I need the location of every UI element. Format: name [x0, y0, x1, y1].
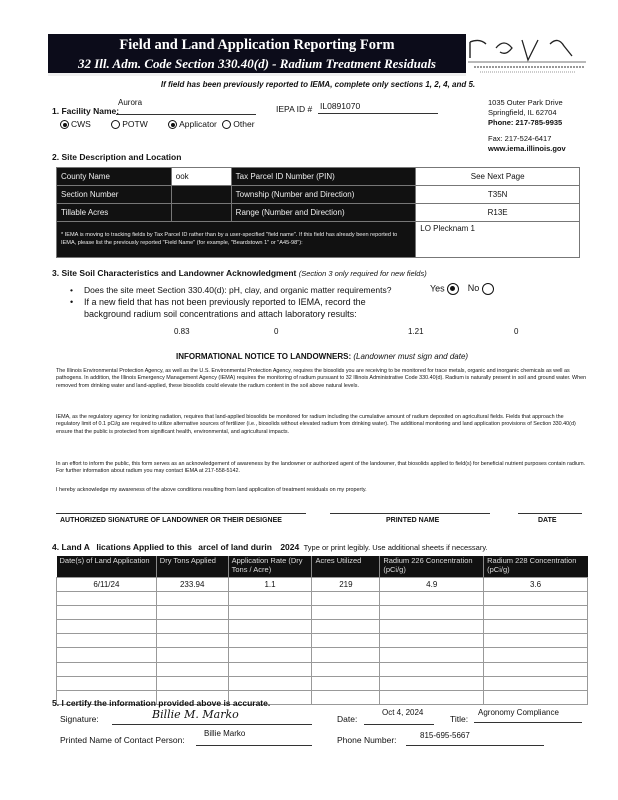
cell-ra226[interactable] — [380, 634, 484, 648]
radio-no[interactable] — [482, 283, 494, 295]
section4-label-a: 4. Land A — [52, 542, 90, 552]
iepa-id-value[interactable]: IL0891070 — [320, 101, 361, 111]
agency-website[interactable]: www.iema.illinois.gov — [488, 144, 566, 153]
county-label: County Name — [57, 168, 172, 186]
option-applicator-label: Applicator — [179, 119, 217, 129]
cell-rate[interactable] — [228, 676, 312, 690]
cell-acres[interactable] — [312, 691, 380, 705]
cell-dry-tons[interactable] — [156, 634, 228, 648]
no-label: No — [467, 283, 480, 294]
cell-ra226[interactable] — [380, 648, 484, 662]
range-value[interactable]: R13E — [416, 204, 580, 222]
cell-acres[interactable] — [312, 662, 380, 676]
tillable-acres-label: Tillable Acres — [57, 204, 172, 222]
informational-notice-heading — [176, 352, 468, 361]
cell-dry-tons[interactable] — [156, 620, 228, 634]
phone-value[interactable]: 815-695-5667 — [420, 731, 470, 740]
cell-acres[interactable] — [312, 620, 380, 634]
cell-rate[interactable] — [228, 648, 312, 662]
cell-rate[interactable] — [228, 634, 312, 648]
cell-dry-tons[interactable]: 233.94 — [156, 577, 228, 591]
landowner-signature-line[interactable] — [56, 513, 306, 514]
cell-ra226[interactable] — [380, 591, 484, 605]
section4-label-c: arcel of land durin — [198, 542, 272, 552]
cell-date[interactable] — [57, 591, 157, 605]
phone-line — [406, 745, 544, 746]
iepa-id-line — [318, 113, 438, 114]
radio-other[interactable] — [222, 120, 231, 129]
cell-ra228[interactable] — [484, 605, 588, 619]
contact-signature-line — [112, 724, 312, 725]
date-label: DATE — [538, 517, 557, 524]
phone-label: Phone Number: — [337, 735, 397, 745]
county-value[interactable]: ook — [171, 168, 231, 186]
printed-name-label: PRINTED NAME — [386, 517, 440, 524]
cell-ra226[interactable] — [380, 662, 484, 676]
cell-ra228[interactable] — [484, 591, 588, 605]
cell-dry-tons[interactable] — [156, 662, 228, 676]
section2-label: 2. Site Description and Location — [52, 152, 182, 162]
cell-acres[interactable] — [312, 605, 380, 619]
printed-contact-line — [196, 745, 312, 746]
printed-name-line[interactable] — [330, 513, 490, 514]
section4-label-b: lications Applied to this — [96, 542, 192, 552]
cell-ra228[interactable]: 3.6 — [484, 577, 588, 591]
cert-date-line — [364, 724, 434, 725]
cell-dry-tons[interactable] — [156, 591, 228, 605]
iema-logo — [466, 34, 588, 76]
form-subtitle: 32 Ill. Adm. Code Section 330.40(d) - Radium Treatment Residuals — [78, 56, 436, 71]
section4-year[interactable]: 2024 — [280, 542, 300, 552]
cell-dry-tons[interactable] — [156, 648, 228, 662]
info-head-title: INFORMATIONAL NOTICE TO LANDOWNERS: — [176, 352, 352, 361]
facility-type-options — [60, 119, 255, 129]
cell-ra228[interactable] — [484, 662, 588, 676]
cell-rate[interactable] — [228, 662, 312, 676]
range-label: Range (Number and Direction) — [231, 204, 416, 222]
table-row — [57, 620, 588, 634]
section3-label — [52, 268, 427, 278]
notice-paragraph-2: IEMA, as the regulatory agency for ionizing radiation, requires that land-applied biosolids be monitored for radium including the cumulative amount of radium deposited on agricultural fields. Fields that approach the regulatory limit of 0.1 pCi/g are required to utilize alternative sources of fertilizer (i.e., biosolids without elevated radium from drinking water). The additional monitoring and land application provisions of Section 330.40(d) ensure that the public is protected from significant health, environmental, and agricultural impacts. — [56, 414, 576, 435]
cell-acres[interactable] — [312, 591, 380, 605]
section3-note: (Section 3 only required for new fields) — [298, 269, 427, 278]
cell-ra228[interactable] — [484, 634, 588, 648]
option-cws-label: CWS — [71, 119, 91, 129]
agency-street: 1035 Outer Park Drive — [488, 98, 563, 107]
applications-body — [57, 577, 588, 705]
land-applications-table — [56, 556, 588, 705]
notice-paragraph-3: In an effort to inform the public, this form serves as an acknowledgement of awareness by the landowner or authorized agent of the landowner, that biosolids applied to field(s) for beneficial nutrient purposes contain radium. For further information about radium you may contact IEMA at 217-558-5142. — [56, 461, 586, 475]
cell-rate[interactable] — [228, 591, 312, 605]
radio-potw[interactable] — [111, 120, 120, 129]
col-header-date: Date(s) of Land Application — [57, 556, 157, 577]
cell-dry-tons[interactable] — [156, 676, 228, 690]
option-other-label: Other — [233, 119, 255, 129]
yes-no-group — [430, 283, 496, 295]
radio-cws[interactable] — [60, 120, 69, 129]
cell-ra226[interactable]: 4.9 — [380, 577, 484, 591]
col-header-rate: Application Rate (Dry Tons / Acre) — [228, 556, 312, 577]
printed-contact-label: Printed Name of Contact Person: — [60, 735, 185, 745]
q-background-radium-line1: • If a new field that has not been previously reported to IEMA, record the — [84, 297, 366, 307]
radio-applicator[interactable] — [168, 120, 177, 129]
signature-label: Signature: — [60, 714, 99, 724]
cell-acres[interactable] — [312, 676, 380, 690]
option-potw-label: POTW — [122, 119, 148, 129]
form-title: Field and Land Application Reporting Form — [119, 37, 395, 53]
agency-fax: Fax: 217-524-6417 — [488, 134, 552, 143]
facility-name-value[interactable]: Aurora — [118, 98, 143, 107]
cell-ra228[interactable] — [484, 676, 588, 690]
q-background-radium-line2: background radium soil concentrations and attach laboratory results: — [84, 309, 357, 319]
agency-city: Springfield, IL 62704 — [488, 108, 557, 117]
cell-ra228[interactable] — [484, 620, 588, 634]
tax-parcel-value[interactable]: See Next Page — [416, 168, 580, 186]
cell-date[interactable]: 6/11/24 — [57, 577, 157, 591]
table-row — [57, 634, 588, 648]
cell-rate[interactable] — [228, 605, 312, 619]
table-row — [57, 605, 588, 619]
section1-label: 1. Facility Name: — [52, 106, 120, 116]
cell-rate[interactable] — [228, 620, 312, 634]
tax-parcel-label: Tax Parcel ID Number (PIN) — [231, 168, 416, 186]
cell-date[interactable] — [57, 634, 157, 648]
agency-phone: Phone: 217-785-9935 — [488, 118, 563, 127]
tillable-acres-value[interactable] — [171, 204, 231, 222]
title-label: Title: — [450, 714, 469, 724]
cell-date[interactable] — [57, 662, 157, 676]
printed-contact-value[interactable]: Billie Marko — [204, 729, 246, 738]
cell-ra226[interactable] — [380, 605, 484, 619]
date-line[interactable] — [518, 513, 582, 514]
site-description-table — [56, 167, 580, 258]
soil-value-2[interactable]: 0 — [274, 327, 279, 336]
field-name-value[interactable]: LO Plecknam 1 — [416, 222, 580, 258]
cell-acres[interactable] — [312, 634, 380, 648]
table-row — [57, 648, 588, 662]
soil-value-1[interactable]: 0.83 — [174, 327, 190, 336]
iepa-id-label: IEPA ID # — [276, 104, 313, 114]
table-row — [57, 591, 588, 605]
field-name-note: * IEMA is moving to tracking fields by Tax Parcel ID rather than by a user-specified "field name". If this field has already been reported to IEMA, please list the previously reported "Field Name" (for example, "Beardstown 1" or "A45-98"): — [57, 222, 416, 258]
cell-ra226[interactable] — [380, 676, 484, 690]
cell-ra226[interactable] — [380, 620, 484, 634]
instructions-notice: If field has been previously reported to IEMA, complete only sections 1, 2, 4, and 5. — [160, 80, 476, 89]
col-header-ra228: Radium 228 Concentration (pCi/g) — [484, 556, 588, 577]
title-value[interactable]: Agronomy Compliance — [478, 708, 559, 717]
info-head-note: (Landowner must sign and date) — [353, 352, 469, 361]
section4-label — [52, 542, 488, 552]
table-header-row — [57, 556, 588, 577]
cell-date[interactable] — [57, 605, 157, 619]
radio-yes[interactable] — [447, 283, 459, 295]
cell-ra228[interactable] — [484, 648, 588, 662]
table-row — [57, 676, 588, 690]
cell-date[interactable] — [57, 648, 157, 662]
township-value[interactable]: T35N — [416, 186, 580, 204]
section5-label: 5. I certify the information provided above is accurate. — [52, 698, 271, 708]
cell-date[interactable] — [57, 620, 157, 634]
q-soil-requirements: • Does the site meet Section 330.40(d): pH, clay, and organic matter requirements? — [84, 285, 391, 295]
cert-date-value[interactable]: Oct 4, 2024 — [382, 708, 424, 717]
title-line — [474, 722, 582, 723]
cell-dry-tons[interactable] — [156, 605, 228, 619]
table-row — [57, 662, 588, 676]
facility-name-line — [116, 114, 256, 115]
section4-note: Type or print legibly. Use additional sheets if necessary. — [303, 543, 488, 552]
agency-address — [488, 98, 566, 154]
township-label: Township (Number and Direction) — [231, 186, 416, 204]
cert-date-label: Date: — [337, 714, 358, 724]
col-header-dry-tons: Dry Tons Applied — [156, 556, 228, 577]
section3-title: 3. Site Soil Characteristics and Landowner Acknowledgment — [52, 268, 297, 278]
contact-signature[interactable]: Billie M. Marko — [152, 708, 239, 721]
notice-paragraph-4: I hereby acknowledge my awareness of the above conditions resulting from land application of treatment residuals on my property. — [56, 487, 367, 493]
col-header-ra226: Radium 226 Concentration (pCi/g) — [380, 556, 484, 577]
cell-ra228[interactable] — [484, 691, 588, 705]
landowner-signature-label: AUTHORIZED SIGNATURE OF LANDOWNER OR THEIR DESIGNEE — [60, 517, 282, 524]
cell-rate[interactable]: 1.1 — [228, 577, 312, 591]
section-number-label: Section Number — [57, 186, 172, 204]
section-number-value[interactable] — [171, 186, 231, 204]
col-header-acres: Acres Utilized — [312, 556, 380, 577]
table-row — [57, 577, 588, 591]
cell-date[interactable] — [57, 676, 157, 690]
soil-value-4[interactable]: 0 — [514, 327, 519, 336]
cell-acres[interactable] — [312, 648, 380, 662]
notice-paragraph-1: The Illinois Environmental Protection Agency, as well as the U.S. Environmental Protection Agency, requires the biosolids you are receiving to be monitored for trace metals, organic and inorganic chemicals as well as pathogens. In addition, the Illinois Emergency Management Agency (IEMA) requires the monitoring of radium pursuant to 32 Illinois Administrative Code 330.40(d). Radium is naturally present in soil and ground water. When removed from drinking water and land-applied, these biosolids could elevate the radium content in the soil above natural levels. — [56, 368, 587, 389]
yes-label: Yes — [430, 283, 445, 294]
form-header — [48, 34, 466, 76]
cell-acres[interactable]: 219 — [312, 577, 380, 591]
soil-value-3[interactable]: 1.21 — [408, 327, 424, 336]
cell-ra226[interactable] — [380, 691, 484, 705]
